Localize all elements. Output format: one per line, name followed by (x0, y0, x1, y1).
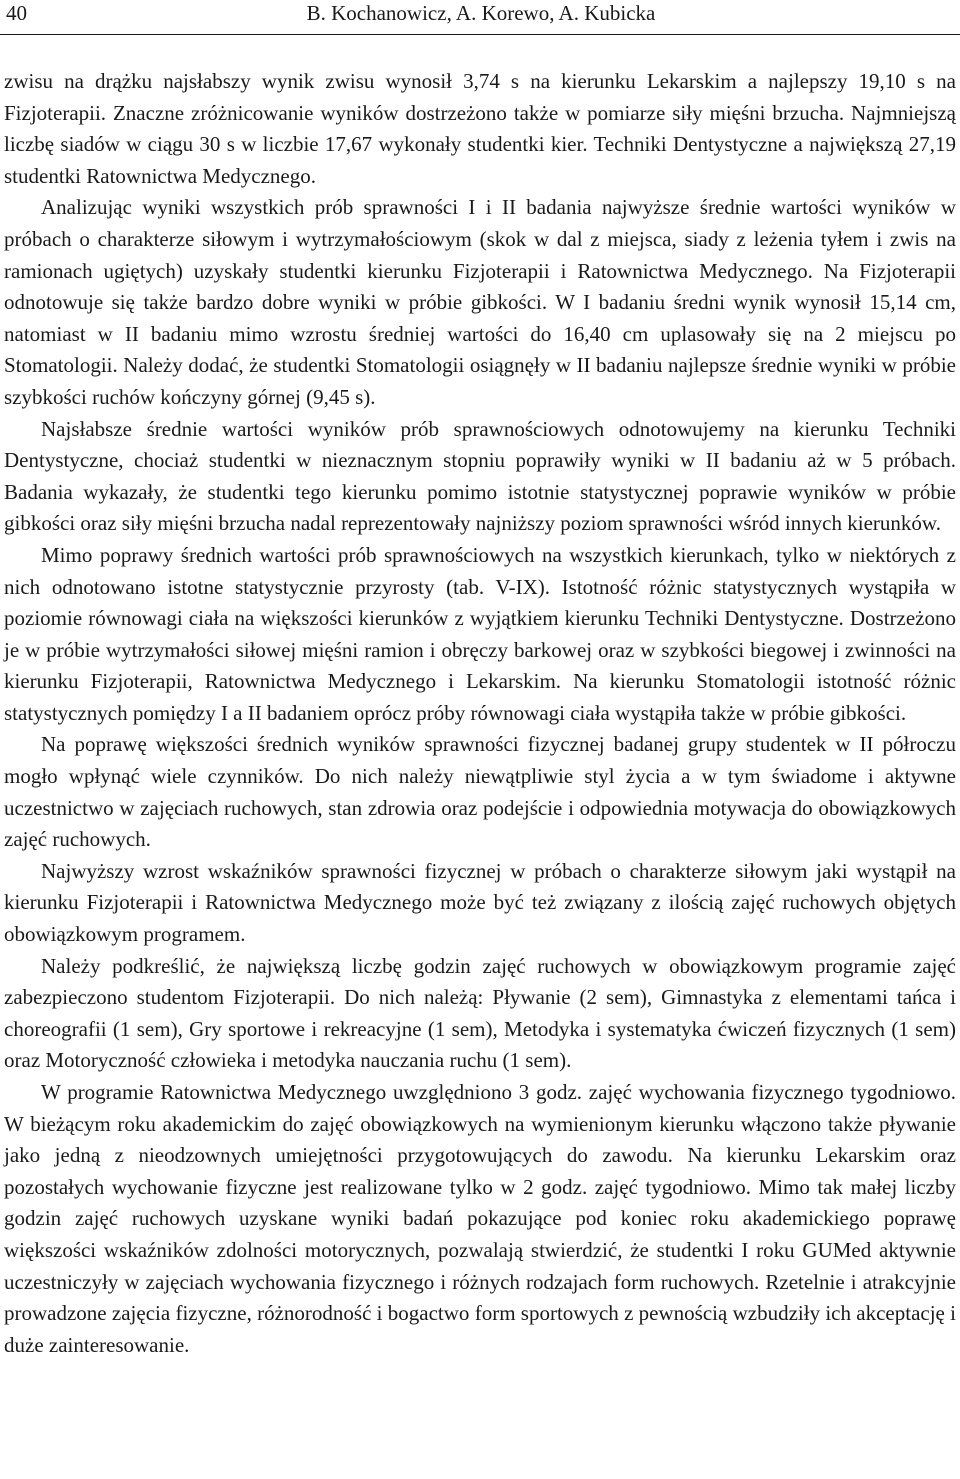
paragraph: Analizując wyniki wszystkich prób sprawności I i II badania najwyższe średnie wartości wyników w próbach o charakterze siłowym i wytrzymałościowym (skok w dal z miejsca, siady z leżenia tyłem i zwis na ramionach ugiętych) uzyskały studentki kierunku Fizjoterapii i Ratownictwa Medycznego. Na Fizjoterapii odnotowuje się także bardzo dobre wyniki w próbie gibkości. W I badaniu średni wynik wynosił 15,14 cm, natomiast w II badaniu mimo wzrostu średniej wartości do 16,40 cm uplasowały się na 2 miejscu po Stomatologii. Należy dodać, że studentki Stomatologii osiągnęły w II badaniu najlepsze średnie wyniki w próbie szybkości ruchów kończyny górnej (9,45 s). (4, 195, 956, 409)
paragraph: Najwyższy wzrost wskaźników sprawności fizycznej w próbach o charakterze siłowym jaki wystąpił na kierunku Fizjoterapii i Ratownictwa Medycznego może być też związany z ilością zajęć ruchowych objętych obowiązkowym programem. (4, 858, 956, 947)
header-rule (0, 34, 960, 35)
paragraph: Na poprawę większości średnich wyników sprawności fizycznej badanej grupy studentek w II półroczu mogło wpłynąć wiele czynników. Do nich należy niewątpliwie styl życia a w tym świadome i aktywne uczestnictwo w zajęciach ruchowych, stan zdrowia oraz podejście i odpowiednia motywacja do obowiązkowych zajęć ruchowych. (4, 732, 956, 852)
paragraph: Należy podkreślić, że największą liczbę godzin zajęć ruchowych w obowiązkowym programie zajęć zabezpieczono studentom Fizjoterapii. Do nich należą: Pływanie (2 sem), Gimnastyka z elementami tańca i choreografii (1 sem), Gry sportowe i rekreacyjne (1 sem), Metodyka i systematyka ćwiczeń fizycznych (1 sem) oraz Motoryczność człowieka i metodyka nauczania ruchu (1 sem). (4, 953, 956, 1073)
body-text (4, 66, 956, 1361)
paragraph: Najsłabsze średnie wartości wyników prób sprawnościowych odnotowujemy na kierunku Techniki Dentystyczne, chociaż studentki w nieznacznym stopniu poprawiły wyniki w II badaniu aż w 5 próbach. Badania wykazały, że studentki tego kierunku pomimo istotnie statystycznej poprawie wyników w próbie gibkości oraz siły mięśni brzucha nadal reprezentowały najniższy poziom sprawności wśród innych kierunków. (4, 416, 956, 536)
page-number: 40 (6, 1, 27, 25)
page-header (6, 0, 956, 28)
paragraph: zwisu na drążku najsłabszy wynik zwisu wynosił 3,74 s na kierunku Lekarskim a najlepszy 19,10 s na Fizjoterapii. Znaczne zróżnicowanie wyników dostrzeżono także w pomiarze siły mięśni brzucha. Najmniejszą liczbę siadów w ciągu 30 s w liczbie 17,67 wykonały studentki kier. Techniki Dentystyczne a największą 27,19 studentki Ratownictwa Medycznego. (4, 69, 956, 188)
running-head: B. Kochanowicz, A. Korewo, A. Kubicka (306, 1, 656, 25)
paragraph: Mimo poprawy średnich wartości prób sprawnościowych na wszystkich kierunkach, tylko w niektórych z nich odnotowano istotne statystycznie przyrosty (tab. V-IX). Istotność różnic statystycznych wystąpiła w poziomie równowagi ciała na większości kierunków z wyjątkiem kierunku Techniki Dentystyczne. Dostrzeżono je w próbie wytrzymałości siłowej mięśni ramion i obręczy barkowej oraz w szybkości biegowej i zwinności na kierunku Fizjoterapii, Ratownictwa Medycznego i Lekarskim. Na kierunku Stomatologii istotność różnic statystycznych pomiędzy I a II badaniem oprócz próby równowagi ciała wystąpiła także w próbie gibkości. (4, 542, 956, 725)
paragraph: W programie Ratownictwa Medycznego uwzględniono 3 godz. zajęć wychowania fizycznego tygodniowo. W bieżącym roku akademickim do zajęć obowiązkowych na wymienionym kierunku włączono także pływanie jako jedną z nieodzownych umiejętności przygotowujących do zawodu. Na kierunku Lekarskim oraz pozostałych wychowanie fizyczne jest realizowane tylko w 2 godz. zajęć tygodniowo. Mimo tak małej liczby godzin zajęć ruchowych uzyskane wyniki badań pokazujące pod koniec roku akademickiego poprawę większości wskaźników zdolności motorycznych, pozwalają stwierdzić, że studentki I roku GUMed aktywnie uczestniczyły w zajęciach wychowania fizycznego i różnych rodzajach form ruchowych. Rzetelnie i atrakcyjnie prowadzone zajęcia fizyczne, różnorodność i bogactwo form sportowych z pewnością wzbudziły ich akceptację i duże zainteresowanie. (4, 1080, 956, 1357)
